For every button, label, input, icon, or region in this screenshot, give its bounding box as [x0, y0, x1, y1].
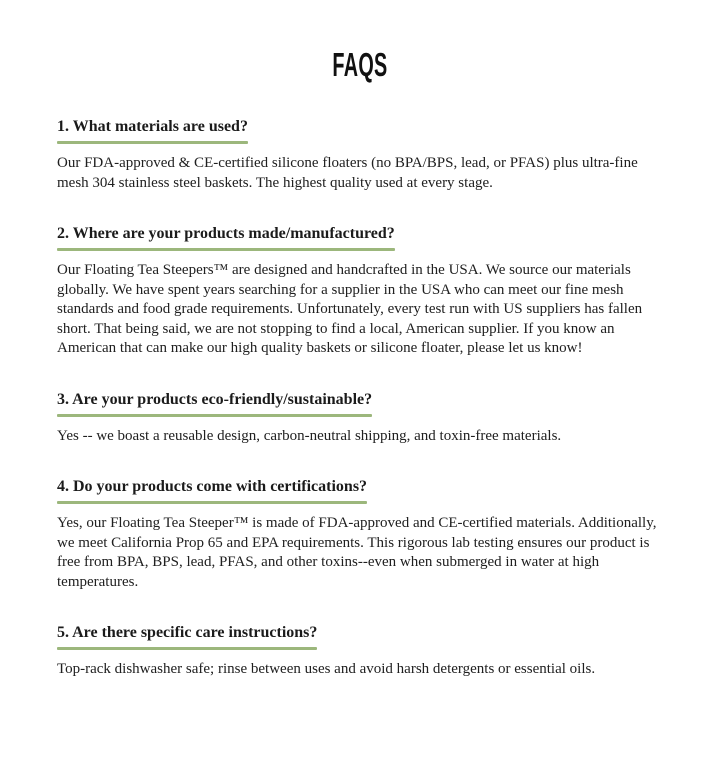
page-title: FAQS — [332, 46, 388, 83]
faq-question-block — [57, 623, 317, 650]
faq-answer: Yes, our Floating Tea Steeper™ is made of FDA-approved and CE-certified materials. Additionally, we meet California Prop 65 and EPA requirements. This rigorous lab testing ensures our product is free from BPA, BPS, lead, PFAS, and other toxins--even when submerged in water at high temperatures. — [57, 515, 657, 590]
faq-question-block — [57, 224, 395, 251]
faq-answer: Yes -- we boast a reusable design, carbon-neutral shipping, and toxin-free materials. — [57, 427, 562, 444]
question-accent-rule — [57, 647, 317, 650]
faq-question: 1. What materials are used? — [57, 118, 248, 135]
faq-page — [0, 48, 720, 768]
faq-item — [57, 477, 663, 592]
question-accent-rule — [57, 414, 372, 417]
faq-question: 5. Are there specific care instructions? — [57, 624, 318, 641]
faq-question-block — [57, 117, 248, 144]
faq-item — [57, 390, 663, 447]
faq-question: 2. Where are your products made/manufactured? — [57, 225, 395, 242]
faq-item — [57, 117, 663, 193]
faq-answer: Our Floating Tea Steepers™ are designed and handcrafted in the USA. We source our materials globally. We have spent years searching for a supplier in the USA who can meet our fine mesh standards and food grade requirements. Unfortunately, every test run with US suppliers has fallen short. That being said, we are not stopping to find a local, American supplier. If you know an American that can make our high quality baskets or silicone floater, please let us know! — [57, 262, 643, 356]
question-accent-rule — [57, 248, 395, 251]
faq-question-block — [57, 477, 367, 504]
question-accent-rule — [57, 501, 367, 504]
faq-question: 3. Are your products eco-friendly/sustainable? — [57, 390, 373, 408]
faq-item — [57, 224, 663, 359]
faq-question: 4. Do your products come with certifications? — [57, 478, 368, 495]
faq-question-block — [57, 390, 372, 417]
faq-list — [57, 117, 663, 680]
faq-answer: Our FDA-approved & CE-certified silicone floaters (no BPA/BPS, lead, or PFAS) plus ultra-fine mesh 304 stainless steel baskets. The highest quality used at every stage. — [57, 155, 638, 191]
faq-item — [57, 623, 663, 680]
faq-answer: Top-rack dishwasher safe; rinse between uses and avoid harsh detergents or essential oils. — [57, 661, 596, 677]
question-accent-rule — [57, 141, 248, 144]
